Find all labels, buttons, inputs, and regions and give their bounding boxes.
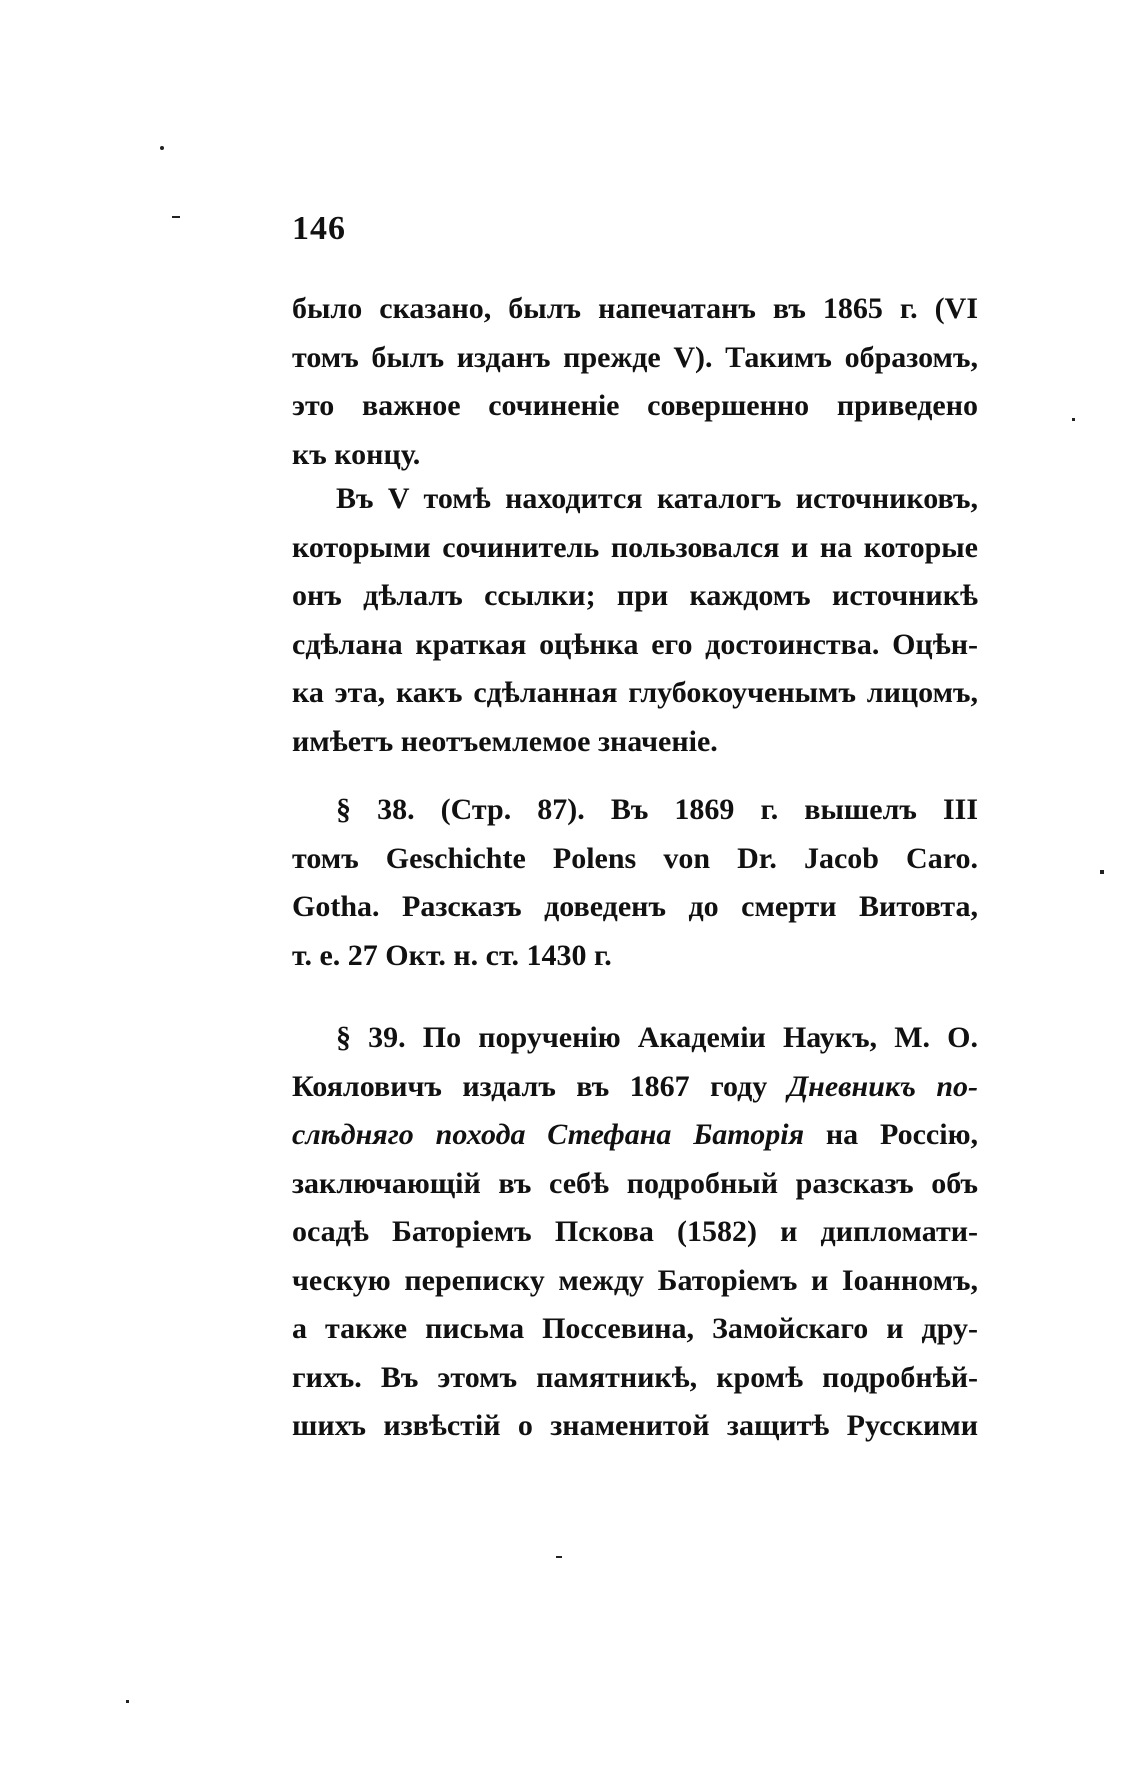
italic-title: Дневникъ по- bbox=[787, 1069, 978, 1103]
paragraph-2 bbox=[292, 475, 978, 766]
text-line: имѣетъ неотъемлемое значеніе. bbox=[292, 724, 718, 758]
text-line: это важное сочиненіе совершенно приведено bbox=[292, 389, 978, 422]
text-run: на Россію, bbox=[825, 1118, 978, 1151]
page-number: 146 bbox=[292, 210, 346, 247]
text-line: § 39. По порученію Академіи Наукъ, М. О. bbox=[336, 1021, 978, 1054]
scan-speck bbox=[160, 146, 164, 150]
section-39 bbox=[292, 1014, 978, 1451]
text-line: гихъ. Въ этомъ памятникѣ, кромѣ подробнѣй- bbox=[292, 1360, 978, 1394]
text-line: ка эта, какъ сдѣланная глубокоученымъ лицомъ, bbox=[292, 676, 978, 709]
scan-speck bbox=[1100, 870, 1104, 874]
paragraph-1 bbox=[292, 285, 978, 479]
text-line: т. е. 27 Окт. н. ст. 1430 г. bbox=[292, 938, 612, 972]
text-line: томъ Geschichte Polens von Dr. Jacob Caro. bbox=[292, 841, 978, 875]
scan-speck bbox=[126, 1700, 129, 1703]
text-line: томъ былъ изданъ прежде V). Такимъ образомъ, bbox=[292, 340, 978, 374]
italic-title: слѣдняго похода Стефана Баторія bbox=[292, 1118, 805, 1151]
text-line: а также письма Поссевина, Замойскаго и дру- bbox=[292, 1312, 978, 1345]
section-38 bbox=[292, 786, 978, 980]
text-line: ческую переписку между Баторіемъ и Іоанномъ, bbox=[292, 1263, 978, 1297]
text-line: къ концу. bbox=[292, 437, 421, 471]
text-line: заключающій въ себѣ подробный разсказъ объ bbox=[292, 1166, 978, 1200]
text-line: осадѣ Баторіемъ Пскова (1582) и дипломати- bbox=[292, 1215, 978, 1248]
scan-speck bbox=[1072, 418, 1075, 421]
scan-speck bbox=[556, 1556, 562, 1558]
text-run: Кояловичъ издалъ въ 1867 году bbox=[292, 1069, 768, 1103]
text-line bbox=[292, 1111, 978, 1160]
text-line: Въ V томѣ находится каталогъ источниковъ, bbox=[336, 482, 978, 515]
text-line: § 38. (Стр. 87). Въ 1869 г. вышелъ III bbox=[336, 793, 978, 826]
text-line: Gotha. Разсказъ доведенъ до смерти Витовта, bbox=[292, 890, 978, 923]
text-line: онъ дѣлалъ ссылки; при каждомъ источникѣ bbox=[292, 579, 978, 612]
text-line: шихъ извѣстій о знаменитой защитѣ Русскими bbox=[292, 1409, 978, 1442]
text-line: было сказано, былъ напечатанъ въ 1865 г. (VI bbox=[292, 292, 978, 325]
text-line: которыми сочинитель пользовался и на которые bbox=[292, 530, 978, 564]
text-line: сдѣлана краткая оцѣнка его достоинства. Оцѣн- bbox=[292, 627, 978, 661]
text-line bbox=[292, 1063, 978, 1112]
scan-speck bbox=[172, 216, 180, 218]
